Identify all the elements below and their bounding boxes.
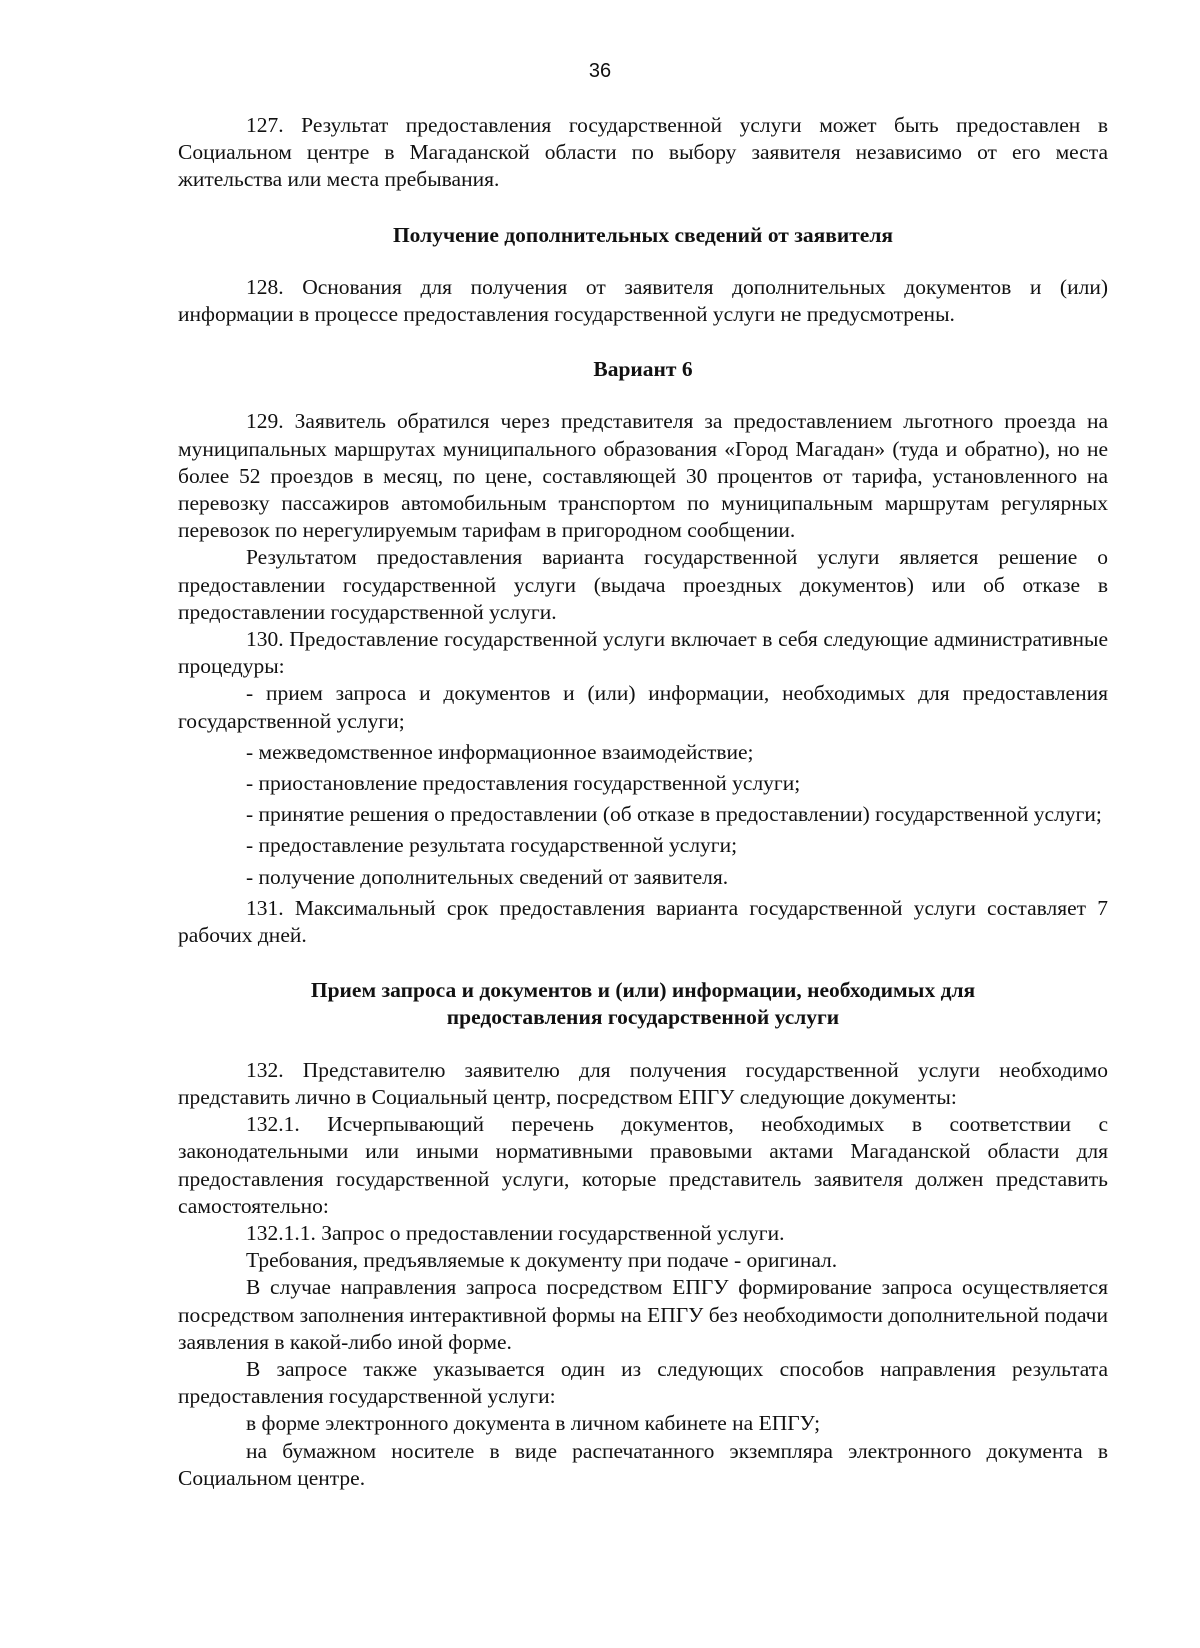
paragraph-130: 130. Предоставление государственной услуги включает в себя следующие административные процедуры: (178, 627, 1108, 679)
spacer (178, 194, 1108, 222)
heading-request-reception (178, 977, 1108, 1031)
paragraph-132-1: 132.1. Исчерпывающий перечень документов, необходимых в соответствии с законодательными или иными нормативными правовыми актами Магаданской области для предоставления государственной услуги, которые представитель заявителя должен представить самостоятельно: (178, 1112, 1108, 1218)
procedure-item: - принятие решения о предоставлении (об отказе в предоставлении) государственной услуги; (246, 802, 1102, 827)
procedure-item: - прием запроса и документов и (или) информации, необходимых для предоставления государственной услуги; (178, 681, 1108, 733)
procedure-item: - межведомственное информационное взаимодействие; (246, 739, 754, 764)
paragraph-epgu: В случае направления запроса посредством ЕПГУ формирование запроса осуществляется посредством заполнения интерактивной формы на ЕПГУ без необходимости дополнительной подачи заявления в какой-либо иной форме. (178, 1275, 1108, 1354)
procedure-item: - предоставление результата государственной услуги; (246, 833, 738, 858)
paragraph-requirements: Требования, предъявляемые к документу при подаче - оригинал. (246, 1248, 838, 1273)
paragraph-132-1-1: 132.1.1. Запрос о предоставлении государственной услуги. (246, 1220, 785, 1245)
procedure-item: - приостановление предоставления государственной услуги; (246, 771, 801, 796)
heading-additional-info: Получение дополнительных сведений от заявителя (392, 222, 894, 247)
method-paper: на бумажном носителе в виде распечатанного экземпляра электронного документа в Социальном центре. (178, 1438, 1108, 1490)
heading-variant-6: Вариант 6 (593, 357, 693, 382)
paragraph-131: 131. Максимальный срок предоставления варианта государственной услуги составляет 7 рабочих дней. (178, 895, 1108, 948)
paragraph-127: 127. Результат предоставления государственной услуги может быть предоставлен в Социальном центре в Магаданской области по выбору заявителя независимо от его места жительства или места пребывания. (178, 113, 1108, 192)
paragraph-result-methods: В запросе также указывается один из следующих способов направления результата предоставления государственной услуги: (178, 1356, 1108, 1409)
procedure-item: - получение дополнительных сведений от заявителя. (246, 864, 729, 889)
spacer (178, 1032, 1108, 1057)
spacer (178, 949, 1108, 977)
document-body (178, 112, 1108, 1492)
spacer (178, 383, 1108, 408)
page-number: 36 (588, 60, 612, 82)
paragraph-128: 128. Основания для получения от заявителя дополнительных документов и (или) информации в процессе предоставления государственной услуги не предусмотрены. (178, 274, 1108, 327)
paragraph-132: 132. Представителю заявителю для получения государственной услуги необходимо представить лично в Социальный центр, посредством ЕПГУ следующие документы: (178, 1057, 1108, 1109)
heading-line: предоставления государственной услуги (446, 1005, 840, 1030)
spacer (178, 328, 1108, 356)
method-electronic: в форме электронного документа в личном кабинете на ЕПГУ; (246, 1411, 821, 1436)
paragraph-129-result: Результатом предоставления варианта государственной услуги является решение о предоставлении государственной услуги (выдача проездных документов) или об отказе в предоставлении государственной услуги. (178, 545, 1108, 624)
paragraph-129: 129. Заявитель обратился через представителя за предоставлением льготного проезда на муниципальных маршрутах муниципального образования «Город Магадан» (туда и обратно), но не более 52 проездов в месяц, по цене, составляющей 30 процентов от тарифа, установленного на перевозку пассажиров автомобильным транспортом по муниципальным маршрутам регулярных перевозок по нерегулируемым тарифам в пригородном сообщении. (178, 409, 1108, 543)
spacer (178, 249, 1108, 274)
heading-line: Прием запроса и документов и (или) информации, необходимых для (310, 978, 976, 1003)
